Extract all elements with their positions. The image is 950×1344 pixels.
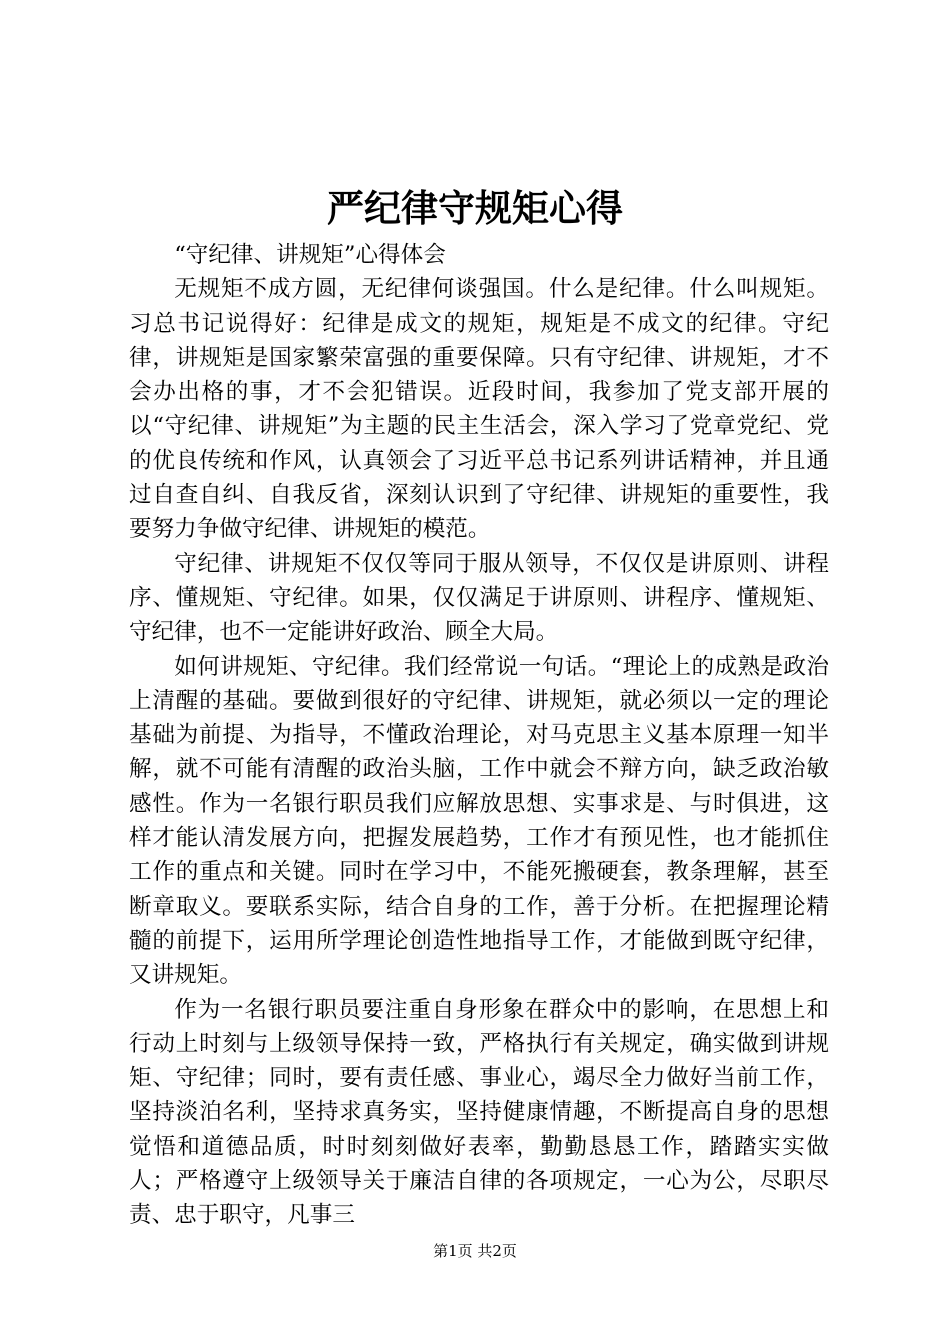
- document-title: 严纪律守规矩心得: [327, 186, 623, 230]
- paragraph: 无规矩不成方圆，无纪律何谈强国。什么是纪律。什么叫规矩。习总书记说得好：纪律是成文的规矩，规矩是不成文的纪律。守纪律，讲规矩是国家繁荣富强的重要保障。只有守纪律、讲规矩，才不会办出格的事，才不会犯错误。近段时间，我参加了党支部开展的以“守纪律、讲规矩”为主题的民主生活会，深入学习了党章党纪、党的优良传统和作风，认真领会了习近平总书记系列讲话精神，并且通过自查自纠、自我反省，深刻认识到了守纪律、讲规矩的重要性，我要努力争做守纪律、讲规矩的模范。: [129, 276, 829, 543]
- paragraph: 守纪律、讲规矩不仅仅等同于服从领导，不仅仅是讲原则、讲程序、懂规矩、守纪律。如果，仅仅满足于讲原则、讲程序、懂规矩、守纪律，也不一定能讲好政治、顾全大局。: [129, 550, 829, 646]
- paragraph-subtitle: “守纪律、讲规矩”心得体会: [174, 242, 446, 268]
- paragraph: 如何讲规矩、守纪律。我们经常说一句话。“理论上的成熟是政治上清醒的基础。要做到很好的守纪律、讲规矩，就必须以一定的理论基础为前提、为指导，不懂政治理论，对马克思主义基本原理一知半解，就不可能有清醒的政治头脑，工作中就会不辩方向，缺乏政治敏感性。作为一名银行职员我们应解放思想、实事求是、与时俱进，这样才能认清发展方向，把握发展趋势，工作才有预见性，也才能抓住工作的重点和关键。同时在学习中，不能死搬硬套，教条理解，甚至断章取义。要联系实际，结合自身的工作，善于分析。在把握理论精髓的前提下，运用所学理论创造性地指导工作，才能做到既守纪律，又讲规矩。: [129, 653, 829, 989]
- paragraph: 作为一名银行职员要注重自身形象在群众中的影响，在思想上和行动上时刻与上级领导保持一致，严格执行有关规定，确实做到讲规矩、守纪律；同时，要有责任感、事业心，竭尽全力做好当前工作，坚持淡泊名利，坚持求真务实，坚持健康情趣，不断提高自身的思想觉悟和道德品质，时时刻刻做好表率，勤勤恳恳工作，踏踏实实做人；严格遵守上级领导关于廉洁自律的各项规定，一心为公，尽职尽责、忠于职守，凡事三: [129, 996, 829, 1229]
- page-number-footer: 第1页 共2页: [433, 1242, 517, 1260]
- document-body: [129, 238, 829, 1233]
